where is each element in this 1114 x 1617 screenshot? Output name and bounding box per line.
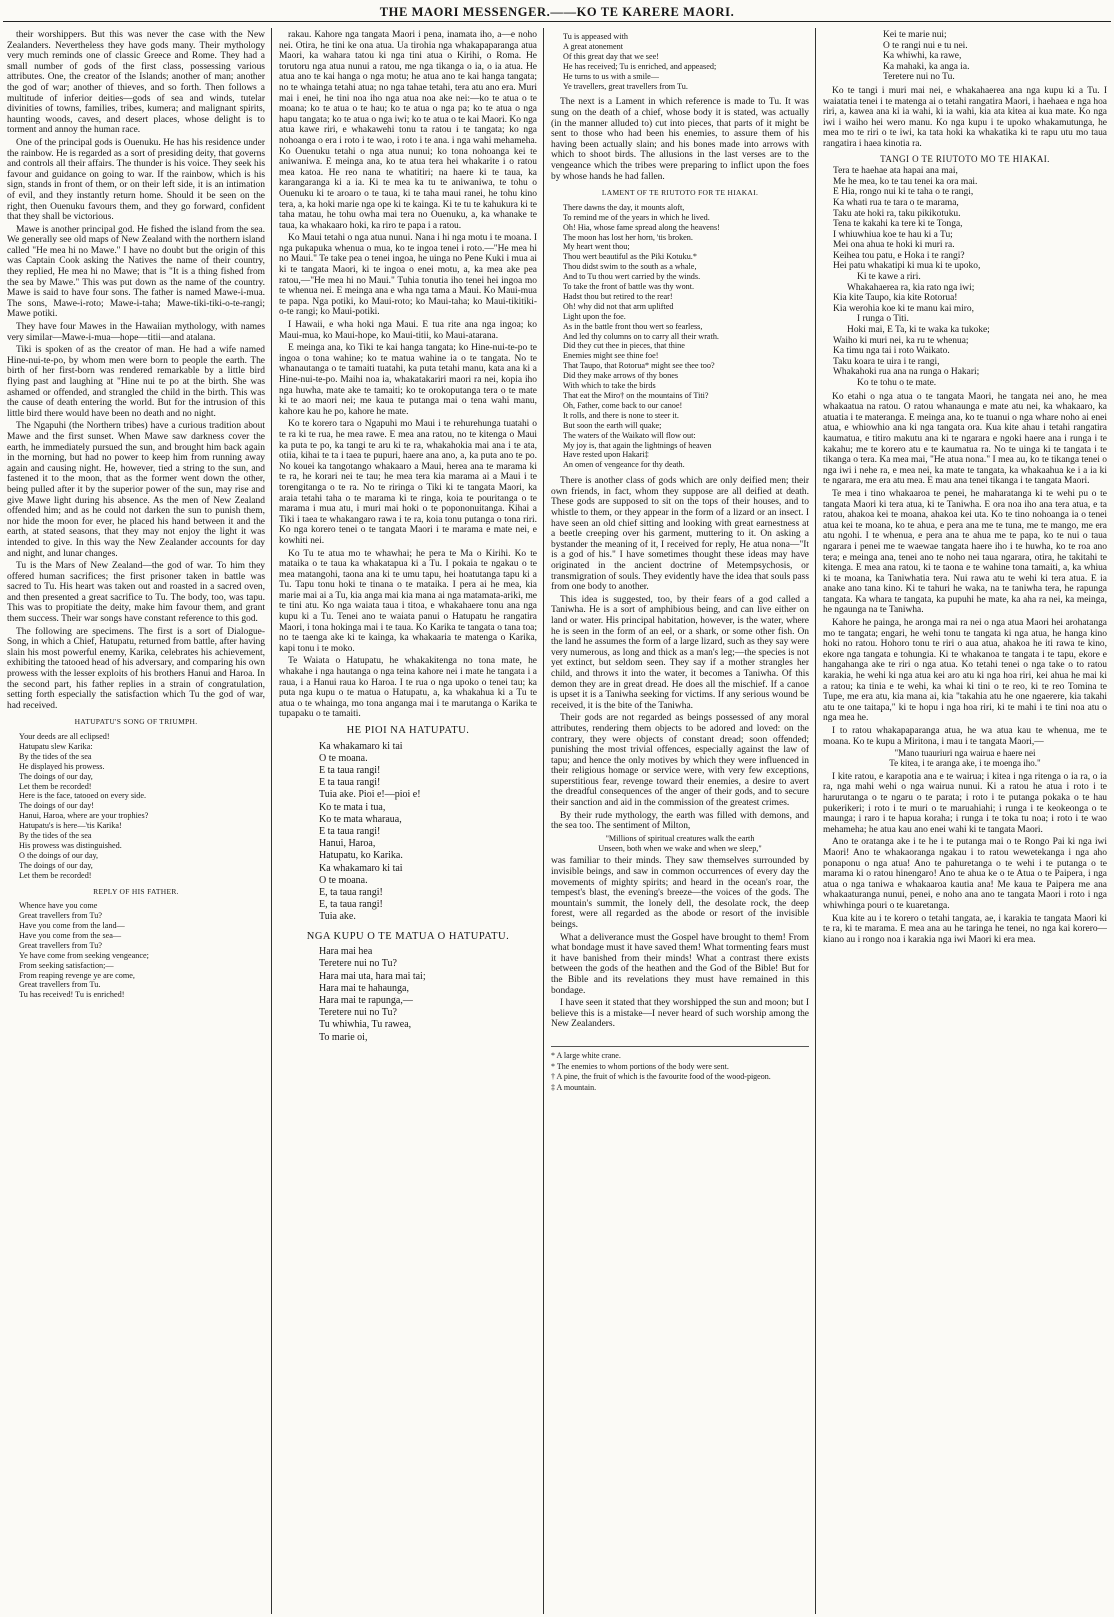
col2-paragraphs [279,30,537,720]
verse-line: O te rangi nui e tu nei. [883,40,968,51]
header-rule [3,21,1111,22]
verse-line: To remind me of the years in which he lived. [563,212,710,222]
verse-line: He turns to us with a smile— [563,71,659,81]
verse-line: Taku ate hoki ra, taku pikikotuku. [833,208,961,219]
paragraph: What a deliverance must the Gospel have brought to them! From what bondage must it have saved them! What tormenting fears must it have banished from their minds! What a contrast there exists between the gods of the heathen and the God of the Bible! But for the Bible and its revelations they must have remained in this bondage. [551,932,809,996]
verse-line: Hara mai te rapunga,— [319,995,413,1007]
verse-line: Hoki mai, E Ta, ki te waka ka tukoke; [847,325,990,336]
newspaper-title: THE MAORI MESSENGER.——KO TE KARERE MAORI. [379,5,735,19]
col4-paragraphs [823,392,1107,748]
song-title: HATUPATU'S SONG OF TRIUMPH. [74,717,198,727]
paragraph: Tu is the Mars of New Zealand—the god of war. To him they offered human sacrifices; the first prisoner taken in battle was sacred to Tu. His heart was taken out and roasted in a sacred oven, and then presented a great sacrifice to Tu. The body, too, was tapu. This was to propitiate the deity, make him favour them, and grant them success. Their war songs have constant reference to this god. [7,561,265,625]
footnote: † A pine, the fruit of which is the favourite food of the wood-pigeon. [551,1072,771,1082]
verse-line: An omen of vengeance for thy death. [563,460,685,470]
song-verse [319,741,537,924]
verse-line: Mei ona ahua te hoki ki muri ra. [833,240,955,251]
verse-line: Unseen, both when we wake and when we sleep," [598,843,762,853]
verse-line: Keihea tou patu, e Hoka i te rangi? [833,250,965,261]
footnote: ‡ A mountain. [551,1082,597,1092]
verse-line: O the doings of our day, [19,850,99,860]
paragraph: Ko Tu te atua mo te whawhai; he pera te Ma o Kirihi. Ko te mataika o te taua ka whakatapua ki a Tu. I pokaia te ngakau o te mea matangohi, taona ana ki te umu tapu, hei hoatutanga tapu ki a Tu. Tapu tonu hoki te tinana o te mataika. I pera ai he mea, kia marie mai ai a Tu, kia anga mai kia mana ai nga matamata-ariki, me te tini atu. Ko nga waiata taua i titoa, e whakahaere tonu ana nga kupu ki a Tu. Tenei ano te waiata panui o Hatupatu he rangatira Maori, i tona hokinga mai i te taua. Ko Karika te tangata o tana toa; no te taenga ake ki te kainga, ka whakaaria te matenga o Karika, kapi tonu i te moko. [279,548,537,654]
song-title: HE PIOI NA HATUPATU. [346,725,470,736]
verse-line: I runga o Titi. [857,314,909,325]
paragraph: I Hawaii, e wha hoki nga Maui. E tua rite ana nga ingoa; ko Maui-mua, ko Maui-hope, ko Maui-titii, ko Maui-atarana. [279,320,537,341]
verse-line: Ki te kawe a riri. [857,272,921,283]
verse-line: But soon the earth will quake; [563,420,662,430]
verse-line: His prowess was distinguished. [19,840,122,850]
verse-line: Oh! Hia, whose fame spread along the heavens! [563,222,720,232]
verse-line: E, ta taua rangi! [319,899,383,911]
verse-line: From seeking satisfaction;— [19,960,114,970]
verse-line: Light upon the foe. [563,311,626,321]
verse-line: Hanui, Haroa, [319,838,376,850]
verse-line: E ta taua rangi! [319,826,381,838]
col1-paragraphs [7,30,265,711]
paragraph: Ano te oratanga ake i te he i te putanga mai o te Rongo Pai ki nga iwi Maori! Ano te whakaoranga ngakau i to ratou wewetekanga i nga aho ponaponu o nga atua! Ano te pahuretanga o te wehi i te putanga o te marama ki o ratou hinengaro! Ano te ahua ke o te Atua o te Paipera, i nga atua o nga taniwa e whakaaroa kautia ana! Me kaua te Paipera me ana whakaaturanga nunui, penei, e noho ana ano te tangata Maori i roto i nga whiwhinga pouri o te kuaretanga. [823,837,1107,911]
paragraph: was familiar to their minds. They saw themselves surrounded by invisible beings, and saw in common occurrences of every day the movements of mighty spirits; and heard in the ocean's roar, the tempest's blast, the evening's breeze—the voices of the gods. The mountain's summit, the lonely dell, the desolate rock, the deep forest, were all regarded as the abode or resort of the invisible beings. [551,856,809,930]
verse-line: Let them be recorded! [19,870,92,880]
verse-line: Great travellers from Tu. [19,980,101,990]
verse-line: Teretere nui no Tu? [319,1007,397,1019]
verse-line: With which to take the birds [563,381,656,391]
verse-line: A great atonement [563,41,624,51]
column-divider [543,28,544,1614]
song-verse [19,901,265,1000]
verse-line: My joy is, that again the lightnings of heaven [563,440,712,450]
verse-line: Ka whiwhi, ka rawe, [883,51,962,62]
paragraph: Ko etahi o nga atua o te tangata Maori, he tangata nei ano, he mea whakaatua na ratou. O ratou whanaunga e mate atu nei, ka whakaaro, ka atuatia i te materanga. E meinga ana, ko te tuanui o nga whare noho ai enei atua, e whiowhio ana ki nga tangata ora. Kua kite ahau i tetahi rangatira kaumatua, e titiro makutu ana ki te ngarara e ngoki haere ana i runga i te kakahu; me te korero atu e te kaumatua ra. No te uinga ki te tangata i te tikanga o tera. Ka mea mai, "He atua nona." I mea au, ko te tikanga tenei o nga iwi i nehe ra, e mea nei, ka mate te tangata, ka whakaahua ke i a ia ki te ngarara, me era atu mea. E mau ana tenei tikanga i te tangata Maori. [823,391,1107,487]
footnotes [551,1046,809,1092]
paragraph: Ko te korero tara o Ngapuhi mo Maui i te rehurehunga tuatahi o te ra ki te rua, he mea rawe. E mea ana ratou, no te kitenga o Maui ka puta te po, ka tangi te aru ki te ra, whakahokia mai ana i te ata, otiia, kihai te ta i taea te pupuri, haere ana ano, a, ka puta ano te po. No kouei ka tangotango whakaaro a Maui, herea ana te marama ki te ra, he korari nei te tau; he mea tera kia marama ai a Maui i te torengitanga o te ra. No te riringa o Tiki ki te tangata Maori, ka araia tetahi taha o te marama ki te ringa, koia te pouritanga o te marama i mua atu, i muri mai hoki o te popononuitanga. Kihai a Tiki i taea te whakangaro rawa i te ra, koia tonu putanga o tona riri. Ko nga korero tenei o te tangata Maori i te marama e mate nei, e kowhiti nei. [279,419,537,546]
verse-line: Ko te mata wharaua, [319,813,402,825]
paragraph: their worshippers. But this was never the case with the New Zealanders. Nevertheless they have gods many. Their mythology very much reminds one of classic Greece and Rome. They had a small number of gods of the first class, possessing various attributes. One, the creator of the Islands; another of man; another the god of war; another of thieves, and so forth. Then follows a multitude of inferior deities—gods of sea and winds, tutelar divinities of towns, families, tribes, kumera; and malignant spirits, haunting woods, caves, and desert places, whose delight is to torment and annoy the human race. [7,30,265,136]
column-1-english [7,30,265,1614]
verse-line: I whiuwhiua koe te hau ki a Tu; [833,229,953,240]
verse-line: That eat the Miro† on the mountains of Titi? [563,391,709,400]
verse-line: "Millions of spiritual creatures walk the earth [605,833,755,843]
verse-line: Tuia ake. Pioi e!—pioi e! [319,789,421,801]
verse-line: Ko te mata i tua, [319,801,386,813]
verse-line: Kia kite Taupo, kia kite Rotorua! [833,293,958,304]
song-verse [19,732,265,881]
verse-line: Hadst thou but retired to the rear! [563,291,673,301]
verse-line: To take the front of battle was thy wont. [563,282,695,292]
song-title: REPLY OF HIS FATHER. [93,886,179,896]
verse-line: Enemies might see thine foe! [563,351,659,361]
paragraph: Mawe is another principal god. He fished the island from the sea. We generally see old maps of New Zealand with the northern island called "He mea hi no Mawe." I have no doubt but the origin of this was Captain Cook asking the Natives the name of their country, they replied, He mea hi no Mawe; that is "It is a thing fished from the sea by Mawe." This was put down as the name of the country. Mawe is said to have four sons. The father is named Mawe-i-mua. The sons, Mawe-i-roto; Mawe-i-taha; Mawe-tiki-tiki-o-te-rangi; Mawe potiki. [7,224,265,320]
paragraph: rakau. Kahore nga tangata Maori i pena, inamata iho, a—e noho nei. Otira, he tini ke ona atua. Ua tirohia nga whakapaparanga atua Maori, ka wahara tatou ki nga tini atua o Kirihi, o Roma. He torutoru nga atua nunui a ratou, me nga tikanga o ia, o ia atua. He atua ano te kai hanga o nga motu; he atua ano te kai hanga tangata; no te whainga tetahi atua; no nga tahae tetahi, tera atu ano era. Muri mai i enei, he tini noa iho nga atua noa ake nei:—ko te atua o te moana; ko te atua o te hau; ko te atua o nga pa; ko te atua o nga hapu tangata; ko te atua o nga iwi; ko te atua o te kai Maori. Ko nga atua kawe riri, e whakawehi tonu ta ratou i te tangata; ko nga nohoanga o era i roto i te wao, i roto i te ana. i nga wahi mehameha. Ko Ouenuku tetahi o nga atua nunui; ko tona nohoanga kei te aniwaniwa. E meinga ana, ko te atua tera hei whakarite i o ratou mea katoa. He reo nana te whatitiri; na haere ki te taua, ka karangaranga ki a ia. Ki te mea ka tu te aniwaniwa, te tohu o Ouenuku ki te aroaro o te taua, ki te taha maui ranei, he tohu kino tera, a, ka hoki marie nga ope ki te kainga. Ki te tu te kahukura ki te taha matau, he tohu owha mai tera no Ouenuku, a, ka whanake te taua, ka whakaaro hoki, ka riro te papa i a ratou. [279,30,537,231]
verse-line: Tena te kakahi ka tere ki te Tonga, [833,219,963,230]
verse-line: Of this great day that we see! [563,51,659,61]
tangi-title: TANGI O TE RIUTOTO MO TE HIAKAI. [880,153,1050,164]
verse-line: From reaping revenge ye are come, [19,970,135,980]
verse-line: It rolls, and there is none to steer it. [563,410,679,420]
verse-line: Kia werohia koe ki te manu kai miro, [833,303,974,314]
verse-line: O te moana. [319,752,368,764]
verse-line: O te moana. [319,874,368,886]
paragraph: There is another class of gods which are only deified men; their own friends, in fact, whom they suppose are all deified at death. These gods are supposed to sit on the tops of their houses, and to whistle to them, or they appear in the form of a lizard or an insect. I have seen an old chief sitting and looking with great earnestness at a beetle creeping over his garment, muttering to it. On asking a bystander the meaning of it, I received for reply, He atua nona—"It is a god of his." I have sometimes thought these ideas may have originated in the ancient doctrine of Metempsychosis, or transmigration of souls. They evidently have the idea that souls pass from one body to another. [551,476,809,593]
verse-line: Have rested upon Hakari‡ [563,450,649,460]
verse-line: The doings of our day, [19,860,93,870]
paragraph: I kite ratou, e karapotia ana e te wairua; i kitea i nga ritenga o ia ra, o ia ra, nga mahi wehi o nga wairua nunui. Ki a ratou he atua i roto i te harurutanga o te ngaru o te parata; i roto i te putanga pokaka o te hau pukerikeri; i roto i te muri o te maruahiahi; i runga i te keokeonga o te maunga; i raro i te hapua koraha; i runga i te toka tu noa; i roto i te wao mehameha; he atua kau ano enei wahi ki te tangata Maori. [823,771,1107,835]
paragraph: Ko te tangi i muri mai nei, e whakahaerea ana nga kupu ki a Tu. I waiatatia tenei i te matenga ai o tetahi rangatira Maori, i haehaea e nga hoa riri, a, kawea ana ki ia wahi, ki ia wahi, kia ata kitea ai kua mate. Ko nga iwi i waiho hei wero manu. Ko nga kupu i te upoko whakamutunga, he mea mo te riri o te iwi, ka tata hoki ka whakatika ki te rapu utu mo taua rangatira i haea kinotia ra. [823,85,1107,149]
verse-line: E ta taua rangi! [319,765,381,776]
verse-line: Whakahaerea ra, kia rato nga iwi; [847,282,975,293]
paragraph: I have seen it stated that they worshipped the sun and moon; but I believe this is a mistake—I never heard of such worship among the New Zealanders. [551,998,809,1030]
paragraph: I to ratou whakapaparanga atua, he wa atua kau te whenua, me te moana. Ko te kupu a Miritona, i mau i te tangata Maori,— [823,726,1107,747]
verse-line: Have you come from the land— [19,921,125,930]
verse-line: Hatupatu's is here—'tis Karika! [19,821,122,831]
paragraph: Their gods are not regarded as beings possessed of any moral attributes, rendering them objects to be adored and loved: on the contrary, they were objects of constant dread; soon offended; punishing the most trivial offences, especially against the law of tapu; and hence the only motives by which they were influenced in their religious homage or service were, with very few exceptions, superstitious fear, revenge toward their enemies, a desire to avert the dreadful consequences of the anger of their gods, and to secure their sanction and aid in the commission of the greatest crimes. [551,713,809,809]
verse-line: Teretere nui no Tu. [883,72,955,83]
column-3-english [551,30,809,1614]
col4-paragraphs [823,86,1107,150]
verse-line: Hatupatu slew Karika: [19,741,93,751]
verse-line: Tera te haehae ata hapai ana mai, [833,166,958,177]
verse-line: Did they make arrows of thy bones [563,371,679,381]
paragraph: E meinga ana, ko Tiki te kai hanga tangata; ko Hine-nui-te-po te ingoa o tona wahine; ko te matua wahine ia o te tangata. No te whanautanga o te tamaiti tuatahi, ka puta tetahi manu, kata ana ki a Hine-nui-te-po. Maihi noa ia, whakatakariri maori ra nei, kopia iho nga huwha, mate ake te tamaiti; ko te orokoputanga tera o te mate ki te ao maori nei; me kaua te putanga mai o tena wahi manu, kahore kau he po, kahore he mate. [279,343,537,417]
paragraph: One of the principal gods is Ouenuku. He has his residence under the rainbow. He is regarded as a sort of presiding deity, that governs and controls all their affairs. The thunder is his voice. They seek his favour and guidance on going to war. If the rainbow, which is his sign, stands in front of them, or on their left side, it is an intimation of evil, and they instantly return home. Should it be seen on the right, then Ouenuku favours them, and they go forward, confident that they shall be victorious. [7,137,265,223]
paragraph: The Ngapuhi (the Northern tribes) have a curious tradition about Mawe and the first sunset. When Mawe saw darkness cover the earth, he immediately pursued the sun, and brought him back again in the morning, but had no power to keep him from running away again and causing night. He, however, tied a string to the sun, and fastened it to the moon, that as the former went down the other, being pulled after it by the superior power of the sun, may rise and give Mawe light during his absence. As the men of New Zealand offended him; and as he could not darken the sun to punish them, nor hide the moon for ever, he placed his hand between it and the earth, at stated seasons, that they may not enjoy the light it was intended to give. In this way the New Zealander accounts for day and night, and lunar changes. [7,421,265,559]
verse-line: E, ta taua rangi! [319,887,383,899]
verse-line: Tu whiwhia, Tu rawea, [319,1019,412,1031]
verse-line: Hatupatu, ko Karika. [319,850,403,862]
verse-line: And led thy columns on to carry all their wrath. [563,331,719,341]
verse-line: Tu is appeased with [563,32,628,41]
column-divider [271,28,272,1614]
verse-line: Tuia ake. [319,911,356,923]
verse-line: Hanui, Haroa, where are your trophies? [19,811,149,821]
verse-line: Kei te marie nui; [883,30,947,40]
paragraph: The next is a Lament in which reference is made to Tu. It was sung on the death of a chief, whose body it is stated, was actually (in the manner alluded to) cut into pieces, that parts of it might be sent to those who had been his enemies, to assure them of his having been actually slain; and his bones made into arrows with which to shoot birds. The allusions in the last verses are to the vengeance which the tribes were preparing to inflict upon the foes by whose hands he had fallen. [551,97,809,182]
verse-line: Ye have come from seeking vengeance; [19,950,149,960]
paragraph: This idea is suggested, too, by their fears of a god called a Taniwha. He is a sort of amphibious being, and can live either on land or water. His principal habitation, however, is the water, where he is seen in the form of an eel, or a shark, or some other fish. On the land he assumes the form of a large lizard, such as they say were very numerous, as long and thick as a man's leg;—the species is not yet extinct, but seldom seen. They say if a mother strangles her child, and throws it into the water, it becomes a Taniwha. Of this demon they are in great dread. He does all the mischief. If a canoe is upset it is a Taniwha seeking for victims. If any serious wound be received, it is the bite of the Taniwha. [551,594,809,711]
verse-line: Here is the face, tatooed on every side. [19,791,147,801]
verse-line: The moon has lost her horn, 'tis broken. [563,232,693,242]
verse-line: Ka timu nga tai i roto Waikato. [833,346,950,357]
verse-line: Hei patu whakatipi ki mua ki te upoko, [833,261,981,272]
verse-line: Waiho ki muri nei, ka ru te whenua; [833,335,969,346]
verse-line: Ka whakamaro ki tai [319,862,403,874]
verse-line: To marie oi, [319,1031,368,1043]
verse-line: Thou didst swim to the south as a whale, [563,262,697,272]
column-2-maori [279,30,537,1614]
verse-line: Ka mahaki, ka anga ia. [883,61,970,72]
milton-quote [551,834,809,854]
col3-paragraphs [551,97,809,182]
verse-line: Let them be recorded! [19,781,92,791]
verse-continued [563,32,809,91]
verse-line: My heart went thou; [563,242,630,252]
paragraph: They have four Mawes in the Hawaiian mythology, with names very similar—Mawe-i-mua—hope—titii—and atalana. [7,322,265,343]
paragraph: The following are specimens. The first is a sort of Dialogue-Song, in which a Chief, Hatupatu, returned from battle, after having slain his most powerful enemy, Karika, celebrates his achievement, exhibiting the tatooed head of his adversary, and comparing his own prowess with the lesser exploits of his brothers Hanui and Haroa. In the second part, his father replies in a strain of congratulation, setting forth especially the satisfaction which Tu the god of war, had received. [7,626,265,711]
verse-line: By the tides of the sea [19,831,92,841]
verse-line: Hara mai hea [319,946,373,958]
verse-line: Me he mea, ko te tau tenei ka ora mai. [833,176,978,187]
verse-line: "Mano tuauriuri nga wairua e haere nei [894,748,1036,759]
verse-line: He has received; Tu is enriched, and appeased; [563,61,717,71]
verse-line: Oh! why did not that arm uplifted [563,301,674,311]
verse-line: That Taupo, that Rotorua* might see thee too? [563,361,715,371]
verse-line: Oh, Father, come back to our canoe! [563,400,683,410]
tangi-verse [833,166,1107,388]
verse-line: Whence have you come [19,901,98,911]
verse-line: And to Tu thou wert carried by the winds. [563,272,701,282]
verse-line: Whakahoki rua ana na runga o Hakari; [833,367,980,378]
verse-line: Taku koara te uira i te rangi, [833,356,940,367]
page-header [0,0,1114,24]
col3-paragraphs [551,476,809,832]
verse-line: Your deeds are all eclipsed! [19,732,110,741]
verse-line: Have you come from the sea— [19,930,122,940]
lament-verse [563,203,809,470]
verse-line: By the tides of the sea [19,751,92,761]
verse-line: Ka whakamaro ki tai [319,740,403,752]
column-divider [815,28,816,1614]
verse-line: Ye travellers, great travellers from Tu. [563,81,688,91]
verse-line: As in the battle front thou wert so fearless, [563,321,703,331]
verse-line: Great travellers from Tu? [19,911,102,921]
paragraph: Kahore he painga, he aronga mai ra nei o nga atua Maori hei arohatanga mo te tangata; engari, he wehi tonu te tangata ki nga atua, he hanga kino hoki no ratou. Hohoro tonu te riri o aua atua, ahakoa he iti rawa te kino, ekore nga tangata e tohungia. Ki te whakanoa te tangata i te tapu, ekore e hangahanga ake te riri o nga atua. Ko tetahi tenei o nga take o to ratou karakia, he wehi ki nga atua kei aro atu ki nga hoa riri, kei ahua he mai ki a ratou; ka tinia e te wehi, ka whai ki tini o te reo, ki te reo Tomina te Tupe, me era atu, kia mana ai, kia "takahia atu he one ngaerere, kia takahi atu te one taitapa," ki te hopu i nga hoa riri, ki te mahi i te tini noa atu o nga mea he. [823,618,1107,724]
milton-quote-maori [823,749,1107,769]
verse-line: The doings of our day, [19,771,93,781]
verse-line: Hara mai te hahaunga, [319,982,409,994]
verse-line: The waters of the Waikato will flow out: [563,430,696,440]
verse-line: Great travellers from Tu? [19,940,102,950]
col3-paragraphs [551,856,809,1030]
verse-line: Tu has received! Tu is enriched! [19,990,125,1000]
verse-continued [883,30,1107,83]
footnote: * A large white crane. [551,1050,621,1060]
column-4-maori [823,30,1107,1614]
paragraph: By their rude mythology, the earth was filled with demons, and the sea too. The sentiment of Milton, [551,810,809,832]
verse-line: He displayed his prowess. [19,761,105,771]
verse-line: Thou wert beautiful as the Piki Kotuku.* [563,252,697,262]
verse-line: E ta taua rangi! [319,777,381,789]
verse-line: Ko te tohu o te mate. [857,378,937,388]
song-verse [319,946,537,1044]
col4-paragraphs [823,772,1107,946]
paragraph: Tiki is spoken of as the creator of man. He had a wife named Hine-nui-te-po, by whom men were born to people the earth. The birth of her first-born was rendered remarkable by a little bird flying past and laughing at "Hine nui te po at the birth. She was ashamed or offended, and strangled the child in the birth. This was the cause of death entering the world. But for the intrusion of this little bird there would have been no death and no night. [7,345,265,419]
verse-line: Te kitea, i te aranga ake, i te moenga iho." [889,757,1041,768]
verse-line: Did they cut thee in pieces, that thine [563,341,685,351]
paragraph: Ko Maui tetahi o nga atua nunui. Nana i hi nga motu i te moana. I nga pukapuka whenua o mua, ko te ingoa tenei i roto.—"He mea hi no Maui." Te take pea o tenei ingoa, he uinga no Pene Kuki i mua ai ki te tangata Maori, ki te ingoa o enei motu, a, ka mea ake pea ratou,—"He mea hi no Maui." Tuhia tonutia iho tenei hei ingoa mo te whenua nei. E meinga ana e wha nga tama a Maui. Ko Maui-mua te papa. Nga potiki, ko Maui-roto; ko Maui-taha; ko Maui-tikitiki-o-te rangi; ko Maui-potiki. [279,233,537,318]
paragraph: Te mea i tino whakaaroa te penei, he maharatanga ki te wehi pu o te tangata Maori ki tera atua, ki te Taniwha. E ora noa iho ana tera atua, e ta ratou, ahakoa kei te moana, ahakoa kei uta. Ko te tino nohoanga ia o tenei atua kei te moana, ko te ahua, e pera ana me te tuna, me te mango, me era atu ngohi. I te whenua, e pera ana te ahua me te papa, ko te nui o taua ngarara i penei me te waewae tangata haere iho i te huwha, ko te roa ano tera; e meinga ana, tenei ano te noho nei taua ngarara, otira, he takitahi te kitenga. E mea ana ratou, ki te taona e te wahine tona tamaiti, a, ka whiua ki te moana, ka Taniwhatia tera. Nui rawa atu te wehi ki tera atua. E ia anake ano tana kino. Ki te tahuri he waka, na te taniwha tera, he rapunga tangata. Ka whara te tangata, ka pupuhi he mate, ka aha ra nei, ka meinga, he ngaunga na te Taniwha. [823,488,1107,616]
verse-line: There dawns the day, it mounts aloft, [563,202,685,212]
paragraph: Te Waiata o Hatupatu, he whakakitenga no tona mate, he whakahe i nga hautanga o nga teina kahore nei i mate he tangata i a raua, i a Hanui raua ko Haroa. I te rua o nga upoko o tenei tau; ka puta nga kupu o te matua o Hatupatu, a, ka whakahua ki a Tu te atua o te whainga, mo tona anganga mai i te marutanga o Karika te tupapaku o te tamaiti. [279,656,537,720]
verse-line: Hara mai uta, hara mai tai; [319,970,426,982]
song-title: NGA KUPU O TE MATUA O HATUPATU. [306,930,510,942]
paragraph: Kua kite au i te korero o tetahi tangata, ae, i karakia te tangata Maori ki te ra, ki te marama. E mea ana au he taringa he tenei, no nga kai korero—kiano au i rongo noa i karakia nga iwi Maori ki era mea. [823,913,1107,945]
verse-line: Teretere nui no Tu? [319,958,397,970]
verse-line: E Hia, rongo nui ki te taha o te rangi, [833,187,974,198]
footnote: * The enemies to whom portions of the body were sent. [551,1061,729,1071]
verse-line: The doings of our day! [19,801,95,811]
lament-title: LAMENT OF TE RIUTOTO FOR TE HIAKAI. [601,188,759,198]
verse-line: Ka whati rua te tara o te marama, [833,197,959,208]
